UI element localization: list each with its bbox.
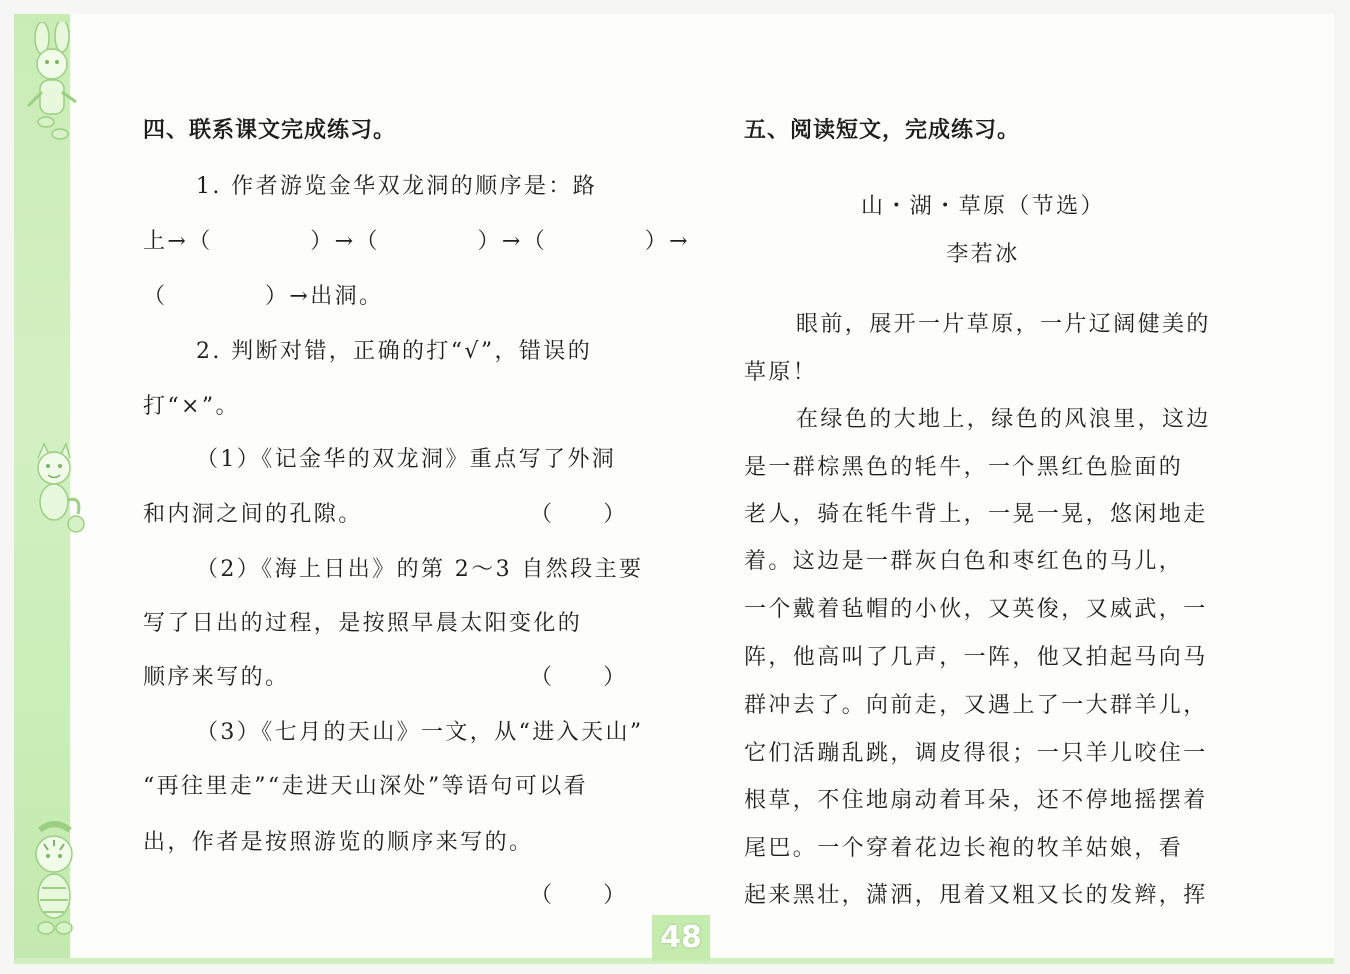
- passage-line: 阵，他高叫了几声，一阵，他又拍起马向马: [744, 645, 1208, 670]
- rabbit-cartoon-icon: [18, 22, 90, 142]
- passage-line: 眼前，展开一片草原，一片辽阔健美的: [796, 312, 1211, 337]
- item-one-answer-bracket[interactable]: （ ）: [530, 502, 628, 527]
- passage-line: 它们活蹦乱跳，调皮得很；一只羊儿咬住一: [744, 741, 1208, 766]
- section-four-title: 四、联系课文完成练习。: [143, 118, 397, 143]
- item-three-answer-bracket[interactable]: （ ）: [530, 883, 628, 908]
- passage-author: 李若冰: [946, 242, 1020, 267]
- item-two-answer-bracket[interactable]: （ ）: [530, 665, 628, 690]
- passage-line: 一个戴着毡帽的小伙，又英俊，又威武，一: [744, 597, 1208, 622]
- passage-line: 是一群棕黑色的牦牛，一个黑红色脸面的: [744, 455, 1184, 480]
- passage-line: 尾巴。一个穿着花边长袍的牧羊姑娘，看: [744, 836, 1184, 861]
- passage-line: 起来黑壮，潇洒，甩着又粗又长的发辫，挥: [744, 883, 1208, 908]
- question-one-line-1: 1. 作者游览金华双龙洞的顺序是：路: [196, 174, 598, 199]
- passage-line: 草原！: [744, 360, 818, 385]
- passage-line: 在绿色的大地上，绿色的风浪里，这边: [796, 407, 1211, 432]
- item-one-line-1: （1）《记金华的双龙洞》重点写了外洞: [196, 447, 617, 472]
- question-one-line-3: （ ）→出洞。: [143, 284, 384, 309]
- passage-line: 老人，骑在牦牛背上，一晃一晃，悠闲地走: [744, 502, 1208, 527]
- item-three-line-1: （3）《七月的天山》一文，从“进入天山”: [196, 720, 644, 745]
- workbook-page: [14, 14, 1334, 960]
- page-number: 48: [652, 915, 710, 961]
- passage-line: 根草，不住地扇动着耳朵，还不停地摇摆着: [744, 788, 1208, 813]
- item-three-line-3: 出，作者是按照游览的顺序来写的。: [143, 830, 534, 855]
- passage-line: 着。这边是一群灰白色和枣红色的马儿，: [744, 549, 1184, 574]
- question-one-line-2: 上→（ ）→（ ）→（ ）→: [143, 229, 690, 254]
- question-two-line-1: 2. 判断对错，正确的打“√”，错误的: [196, 339, 593, 364]
- passage-title: 山・湖・草原（节选）: [860, 194, 1105, 219]
- item-one-line-2: 和内洞之间的孔隙。: [143, 502, 363, 527]
- tiger-cartoon-icon: [18, 820, 90, 950]
- item-three-line-2: “再往里走”“走进天山深处”等语句可以看: [143, 774, 588, 799]
- question-two-line-2: 打“×”。: [143, 394, 240, 419]
- cat-cartoon-icon: [18, 440, 90, 540]
- passage-line: 群冲去了。向前走，又遇上了一大群羊儿，: [744, 693, 1208, 718]
- section-five-title: 五、阅读短文，完成练习。: [744, 118, 1021, 143]
- item-two-line-1: （2）《海上日出》的第 2～3 自然段主要: [196, 557, 644, 582]
- item-two-line-3: 顺序来写的。: [143, 665, 290, 690]
- item-two-line-2: 写了日出的过程，是按照早晨太阳变化的: [143, 611, 583, 636]
